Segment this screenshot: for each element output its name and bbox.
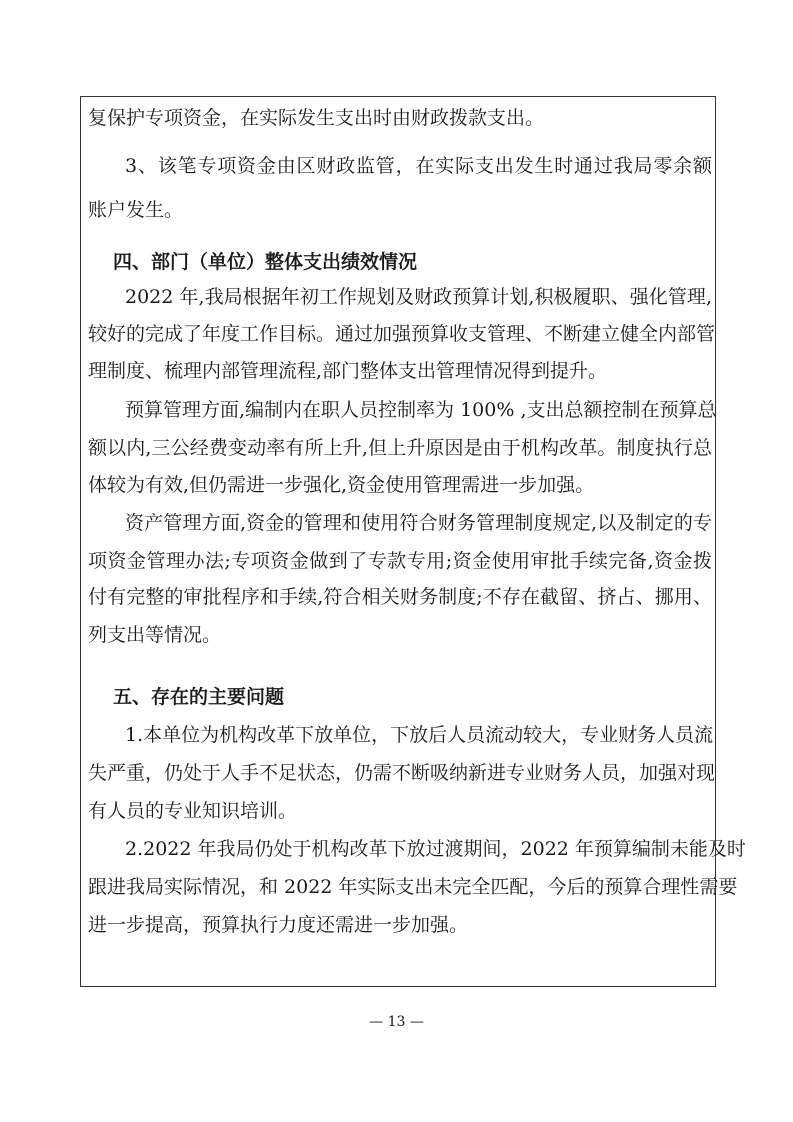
text-line: 资产管理方面,资金的管理和使用符合财务管理制度规定,以及制定的专 [125,512,712,534]
section-heading: 四、部门（单位）整体支出绩效情况 [113,251,418,273]
section-heading: 五、存在的主要问题 [113,686,285,708]
page-number: — 13 — [369,1014,424,1030]
text-line: 预算管理方面,编制内在职人员控制率为 100% ,支出总额控制在预算总 [125,399,717,421]
text-line: 2022 年,我局根据年初工作规划及财政预算计划,积极履职、强化管理, [125,286,712,308]
text-line: 体较为有效,但仍需进一步强化,资金使用管理需进一步加强。 [88,474,595,496]
text-line: 进一步提高，预算执行力度还需进一步加强。 [88,914,469,936]
text-line: 失严重，仍处于人手不足状态，仍需不断吸纳新进专业财务人员，加强对现 [88,762,716,784]
text-line: 跟进我局实际情况，和 2022 年实际支出未完全匹配，今后的预算合理性需要 [88,876,738,898]
text-line: 额以内,三公经费变动率有所上升,但上升原因是由于机构改革。制度执行总 [88,437,712,459]
text-line: 账户发生。 [88,199,184,221]
text-line: 有人员的专业知识培训。 [88,800,298,822]
text-line: 列支出等情况。 [88,624,222,646]
text-line: 2.2022 年我局仍处于机构改革下放过渡期间，2022 年预算编制未能及时 [125,838,746,860]
text-line: 1.本单位为机构改革下放单位，下放后人员流动较大，专业财务人员流 [125,724,714,746]
text-line: 复保护专项资金，在实际发生支出时由财政拨款支出。 [88,107,545,129]
text-line: 项资金管理办法;专项资金做到了专款专用;资金使用审批手续完备,资金拨 [88,550,712,572]
text-line: 3、该笔专项资金由区财政监管，在实际支出发生时通过我局零余额 [125,155,712,177]
text-line: 付有完整的审批程序和手续,符合相关财务制度;不存在截留、挤占、挪用、 [88,586,712,608]
text-line: 较好的完成了年度工作目标。通过加强预算收支管理、不断建立健全内部管 [88,323,716,345]
text-line: 理制度、梳理内部管理流程,部门整体支出管理情况得到提升。 [88,360,608,382]
